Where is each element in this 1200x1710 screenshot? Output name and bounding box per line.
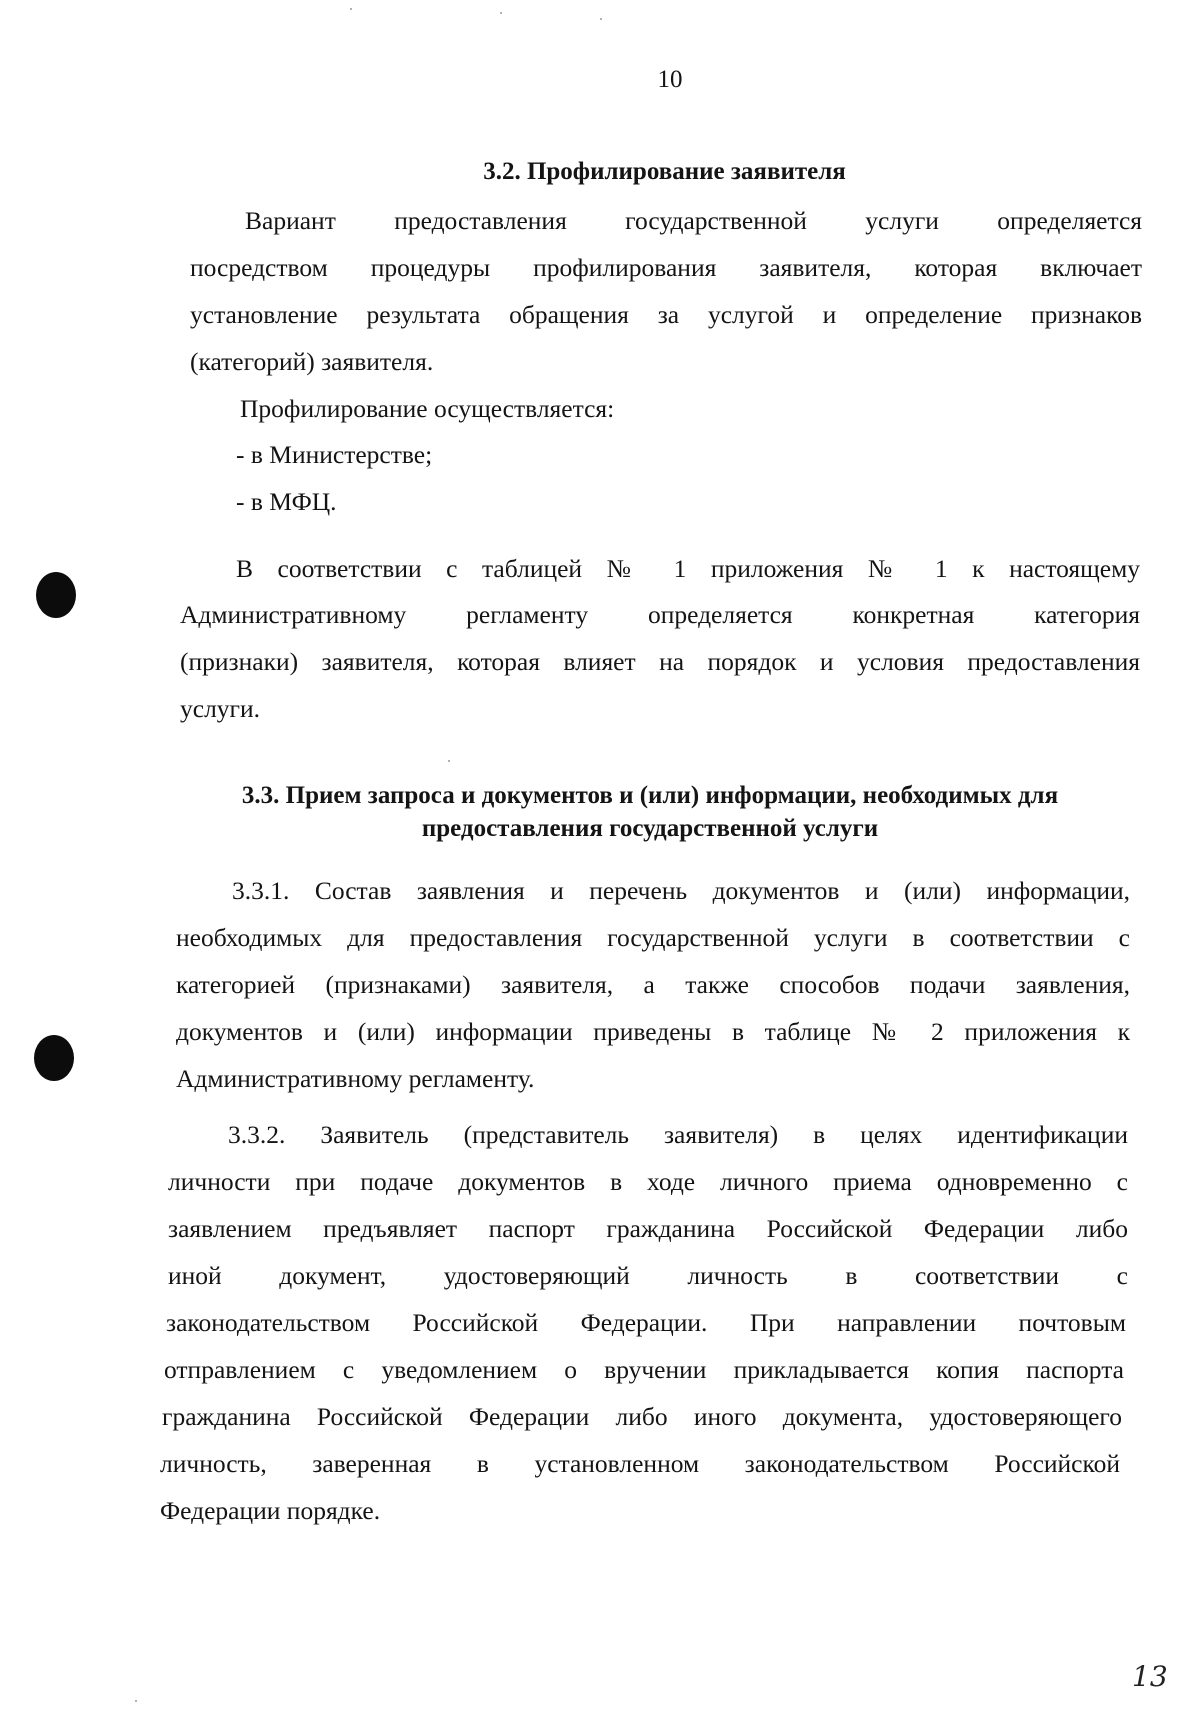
text-line: 3.3.2. Заявитель (представитель заявителя) в целях идентификации: [228, 1120, 1128, 1149]
text-line: В соответствии с таблицей № 1 приложения № 1 к настоящему: [236, 554, 1140, 583]
text-line: необходимых для предоставления государственной услуги в соответствии с: [176, 923, 1130, 952]
text-line: личности при подаче документов в ходе личного приема одновременно с: [168, 1167, 1128, 1196]
text-line: Административному регламенту.: [176, 1064, 535, 1093]
page-number: 10: [657, 66, 683, 93]
text-line: законодательством Российской Федерации. При направлении почтовым: [166, 1308, 1126, 1337]
text-line: Административному регламенту определяется конкретная категория: [180, 600, 1140, 629]
text-line: Федерации порядке.: [160, 1496, 381, 1525]
section-3-2-heading: 3.2. Профилирование заявителя: [483, 158, 846, 185]
punch-hole: [36, 572, 76, 618]
section-3-3-heading: 3.3. Прием запроса и документов и (или) информации, необходимых для: [241, 782, 1059, 809]
text-line: посредством процедуры профилирования заявителя, которая включает: [190, 253, 1142, 282]
text-line: категорией (признаками) заявителя, а также способов подачи заявления,: [176, 970, 1130, 999]
scan-speck: [135, 1700, 137, 1702]
text-line: документов и (или) информации приведены в таблице № 2 приложения к: [176, 1017, 1130, 1046]
scan-speck: [350, 8, 352, 10]
text-line: 3.3.1. Состав заявления и перечень документов и (или) информации,: [232, 876, 1130, 905]
punch-hole: [34, 1035, 74, 1081]
text-line: Вариант предоставления государственной услуги определяется: [245, 206, 1142, 235]
text-line: гражданина Российской Федерации либо иного документа, удостоверяющего: [162, 1402, 1122, 1431]
text-line: (признаки) заявителя, которая влияет на порядок и условия предоставления: [180, 647, 1140, 676]
list-item: - в Министерстве;: [236, 440, 433, 469]
text-line: установление результата обращения за услугой и определение признаков: [190, 300, 1142, 329]
section-3-3-heading: предоставления государственной услуги: [421, 815, 879, 842]
text-line: иной документ, удостоверяющий личность в соответствии с: [168, 1261, 1128, 1290]
text-line: заявлением предъявляет паспорт гражданина Российской Федерации либо: [168, 1214, 1128, 1243]
text-line: Профилирование осуществляется:: [240, 394, 615, 423]
scan-speck: [448, 760, 450, 762]
text-line: личность, заверенная в установленном законодательством Российской: [160, 1449, 1120, 1478]
text-line: отправлением с уведомлением о вручении прикладывается копия паспорта: [164, 1355, 1124, 1384]
text-line: услуги.: [180, 694, 261, 723]
scan-speck: [500, 12, 502, 14]
text-line: (категорий) заявителя.: [190, 347, 434, 376]
scan-speck: [600, 18, 602, 20]
handwritten-sheet-number: 13: [1132, 1660, 1168, 1693]
list-item: - в МФЦ.: [236, 487, 337, 516]
